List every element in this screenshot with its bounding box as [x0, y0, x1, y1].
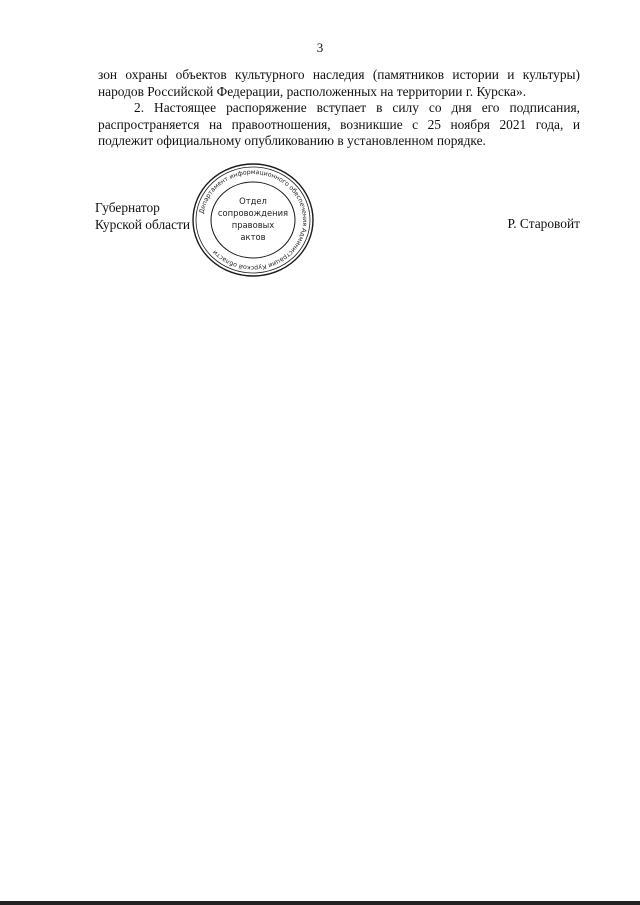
signatory-title-line-2: Курской области: [95, 216, 191, 232]
stamp-outer-text: Департамент информационного обеспечения Администрации Курской области: [198, 168, 309, 272]
stamp-line-2: сопровождения: [217, 208, 289, 218]
signatory-title-line-1: Губернатор: [95, 200, 160, 215]
stamp-line-4: актов: [240, 232, 266, 242]
stamp-seal-icon: [188, 160, 318, 280]
body-paragraph-2: 2. Настоящее распоряжение вступает в силу со дня его подписания, распространяется на правоотношения, возникшие с 25 ноября 2021 года, и подлежит официальному опубликованию в установленном порядке.: [98, 100, 580, 149]
stamp-line-3: правовых: [231, 220, 275, 230]
signatory-title: [95, 200, 190, 233]
official-stamp: [188, 160, 318, 280]
stamp-line-1: Отдел: [239, 196, 267, 206]
page-bottom-edge: [0, 901, 640, 905]
body-paragraph-1: зон охраны объектов культурного наследия (памятников истории и культуры) народов Российской Федерации, расположенных на территории г. Курска».: [98, 67, 580, 99]
signatory-name: Р. Старовойт: [507, 216, 580, 231]
page-number: 3: [316, 40, 324, 55]
